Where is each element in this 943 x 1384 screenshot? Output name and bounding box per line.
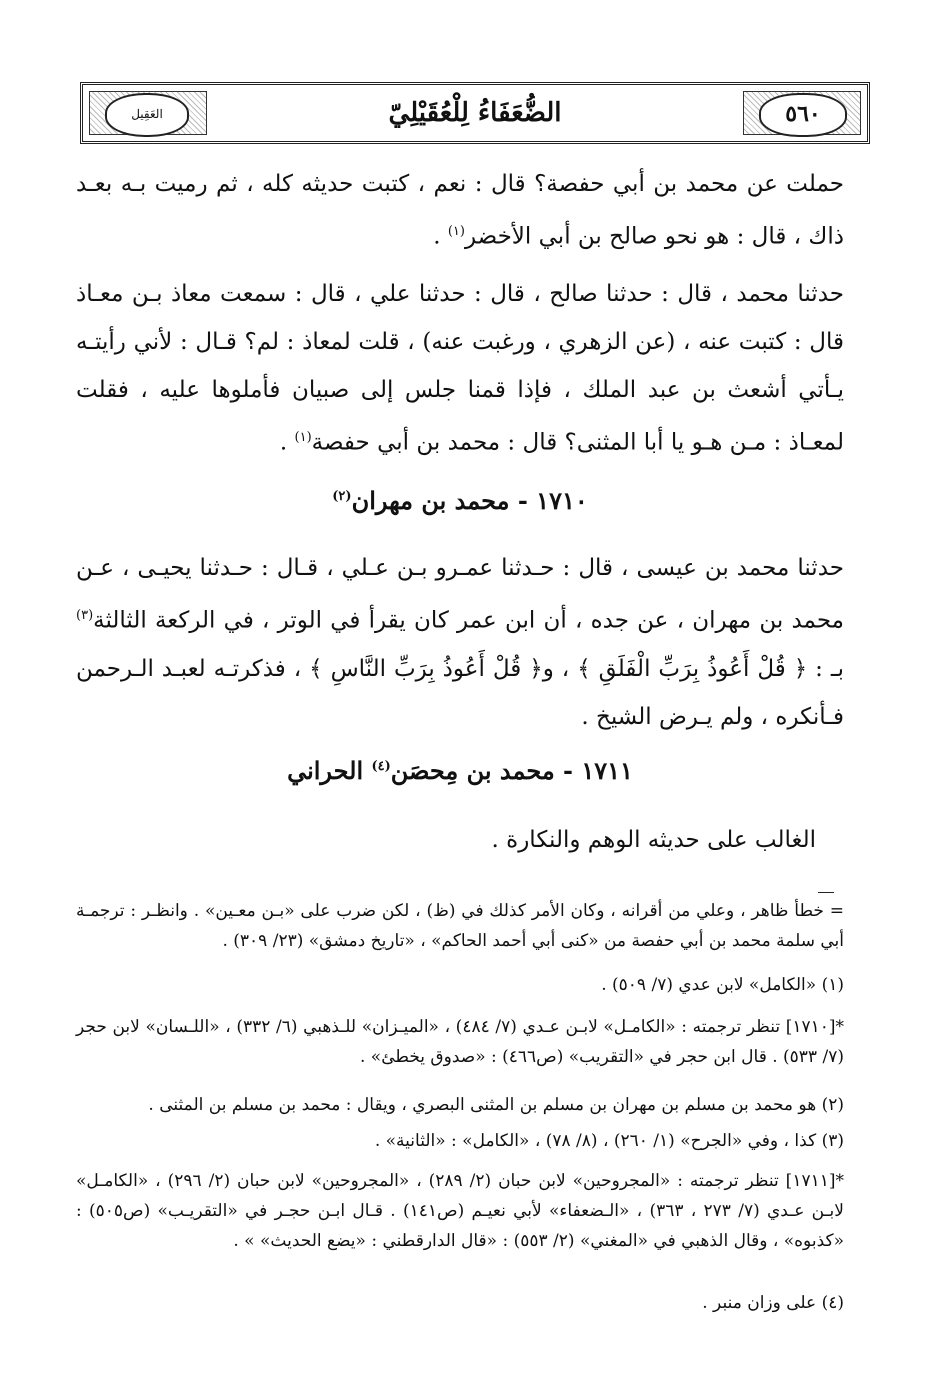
footnote-entry-1711: *[١٧١١] تنظر ترجمته : «المجروحين» لابن حبان (٢/ ٢٨٩) ، «المجروحين» لابن حبان (٢/ ٢٩٦) ، «الكامـل» لابـن عـدي (٧/ ٢٧٣ ، ٣٦٣) ، «الـضعفاء» لأبي نعيـم (ص١٤١) . قـال ابـن حجـر في «التقريـب» (ص٥٠٥) : «كذبوه» ، وقال الذهبي في «المغني» (٢/ ٥٥٣) : «قال الدارقطني : «يضع الحديث» » .	[76, 1171, 844, 1251]
paragraph-2	[76, 270, 844, 467]
paragraph-1-end: .	[433, 223, 448, 250]
paragraph-2-text: حدثنا محمد ، قال : حدثنا صالح ، قال : حدثنا علي ، قال : سمعت معاذ بـن معـاذ قال : كتبت عنه ، (عن الزهري ، ورغبت عنه) ، قلت لمعاذ : لم؟ قـال : لأني رأيتـه يـأتي أشعث بن عبد الملك ، فإذا قمنا جلس إلى صبيان فأملوها عليه ، فقلت لمعـاذ : مـن هـو يا أبا المثنى؟ قال : محمد بن أبي حفصة	[76, 281, 844, 456]
header-medal-logo	[105, 93, 189, 137]
footnote-2: (٢) هو محمد بن مسلم بن مهران بن مسلم بن المثنى البصري ، ويقال : محمد بن مسلم بن المثنى .	[148, 1095, 844, 1115]
footnote-separator	[818, 892, 834, 893]
entry-heading-1710-text: ١٧١٠ - محمد بن مهران	[351, 486, 588, 515]
footnote-3: (٣) كذا ، وفي «الجرح» (١/ ٢٦٠) ، (٨/ ٧٨) ، «الكامل» : «الثانية» .	[374, 1131, 844, 1151]
footnote-ref: (٢)	[332, 489, 352, 504]
page-header	[80, 82, 870, 144]
entry-heading-1710	[76, 486, 844, 515]
paragraph-3-text-a: حدثنا محمد بن عيسى ، قال : حـدثنا عمـرو بـن عـلي ، قـال : حـدثنا يحيـى ، عـن محمد بن مهران ، عن جده ، أن ابن عمر كان يقرأ في الوتر ، في الركعة الثالثة	[76, 555, 844, 634]
footnote-4: (٤) على وزان منبر .	[702, 1293, 844, 1313]
paragraph-3-text-b: بـ : ﴿ قُلْ أَعُوذُ بِرَبِّ الْفَلَقِ ﴾ ، و﴿ قُلْ أَعُوذُ بِرَبِّ النَّاسِ ﴾ ، فذكرتـه لعبـد الـرحمن فـأنكره ، ولم يـرض الشيخ .	[76, 655, 844, 730]
footnote-ref: (١)	[294, 430, 312, 445]
paragraph-4	[76, 816, 816, 864]
footnote-ref: (١)	[447, 224, 465, 239]
paragraph-3	[76, 544, 844, 741]
footnote-1: (١) «الكامل» لابن عدي (٧/ ٥٠٩) .	[601, 975, 844, 995]
entry-heading-1711-text: ١٧١١ - محمد بن مِحصَن	[390, 756, 633, 785]
entry-heading-1711	[76, 756, 844, 785]
entry-heading-1711-suffix: الحراني	[287, 756, 372, 785]
footnote-ref: (٤)	[371, 759, 391, 774]
paragraph-1-text: حملت عن محمد بن أبي حفصة؟ قال : نعم ، كتبت حديثه كله ، ثم رميت بـه بعـد ذاك ، قال : هو نحو صالح بن أبي الأخضر	[76, 171, 844, 250]
medal-text: العَقِيل	[131, 107, 163, 121]
book-title: الضُّعَفَاءُ لِلْعُقَيْلِيّ	[388, 98, 562, 128]
page-number: ٥٦٠	[759, 93, 847, 137]
paragraph-2-end: .	[279, 429, 295, 456]
footnote-ref: (٣)	[76, 608, 94, 623]
paragraph-4-text: الغالب على حديثه الوهم والنكارة .	[491, 827, 816, 853]
footnote-continuation: = خطأ ظاهر ، وعلي من أقرانه ، وكان الأمر كذلك في (ظ) ، لكن ضرب على «بـن معـين» . وانظـر : ترجمـة أبي سلمة محمد بن أبي حفصة من «كنى أبي أحمد الحاكم» ، «تاريخ دمشق» (٢٣/ ٣٠٩) .	[76, 901, 844, 951]
paragraph-1	[76, 160, 844, 261]
footnote-entry-1710: *[١٧١٠] تنظر ترجمته : «الكامـل» لابـن عـدي (٧/ ٤٨٤) ، «الميـزان» للـذهبي (٦/ ٣٣٢) ، «اللـسان» لابن حجر (٧/ ٥٣٣) . قال ابن حجر في «التقريب» (ص٤٦٦) : «صدوق يخطئ» .	[76, 1017, 845, 1067]
